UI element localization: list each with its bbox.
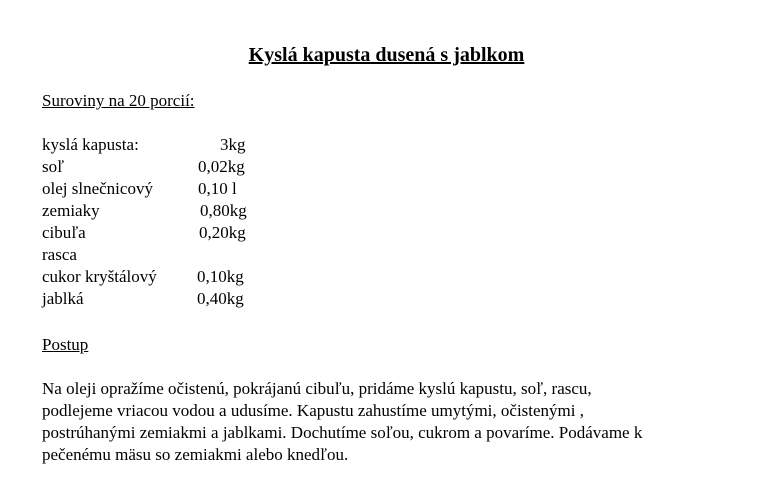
ingredient-row: [42, 178, 302, 200]
ingredients-list: [42, 134, 302, 310]
ingredient-name: rasca: [42, 245, 77, 264]
ingredient-row: [42, 156, 302, 178]
ingredient-quantity: 0,10 l: [198, 179, 237, 198]
ingredient-quantity: 0,80kg: [200, 201, 247, 220]
procedure-line: podlejeme vriacou vodou a udusíme. Kapustu zahustíme umytými, očistenými ,: [42, 401, 585, 420]
ingredient-quantity: 0,10kg: [197, 267, 244, 286]
procedure-line: pečenému mäsu so zemiakmi alebo knedľou.: [42, 445, 349, 464]
ingredient-quantity: 0,02kg: [198, 157, 245, 176]
procedure-heading: Postup: [42, 335, 89, 354]
ingredient-row: [42, 266, 302, 288]
ingredient-row: [42, 288, 302, 310]
ingredient-name: jablká: [42, 289, 84, 308]
ingredient-quantity: 0,40kg: [197, 289, 244, 308]
procedure-line: postrúhanými zemiakmi a jablkami. Dochutíme soľou, cukrom a povaríme. Podávame k: [42, 423, 643, 442]
ingredient-name: cukor kryštálový: [42, 267, 157, 286]
ingredient-row: [42, 222, 302, 244]
ingredient-name: cibuľa: [42, 223, 86, 242]
ingredients-heading: Suroviny na 20 porcií:: [42, 91, 195, 110]
ingredient-quantity: 3kg: [220, 135, 246, 154]
ingredient-name: olej slnečnicový: [42, 179, 153, 198]
procedure-text: [42, 378, 732, 466]
ingredient-row: [42, 200, 302, 222]
recipe-title: Kyslá kapusta dusená s jablkom: [248, 44, 525, 66]
ingredient-name: kyslá kapusta:: [42, 135, 139, 154]
ingredient-name: soľ: [42, 157, 65, 176]
procedure-line: Na oleji opražíme očistenú, pokrájanú cibuľu, pridáme kyslú kapustu, soľ, rascu,: [42, 379, 592, 398]
ingredient-row: [42, 244, 302, 266]
ingredient-name: zemiaky: [42, 201, 100, 220]
ingredient-row: [42, 134, 302, 156]
ingredient-quantity: 0,20kg: [199, 223, 246, 242]
